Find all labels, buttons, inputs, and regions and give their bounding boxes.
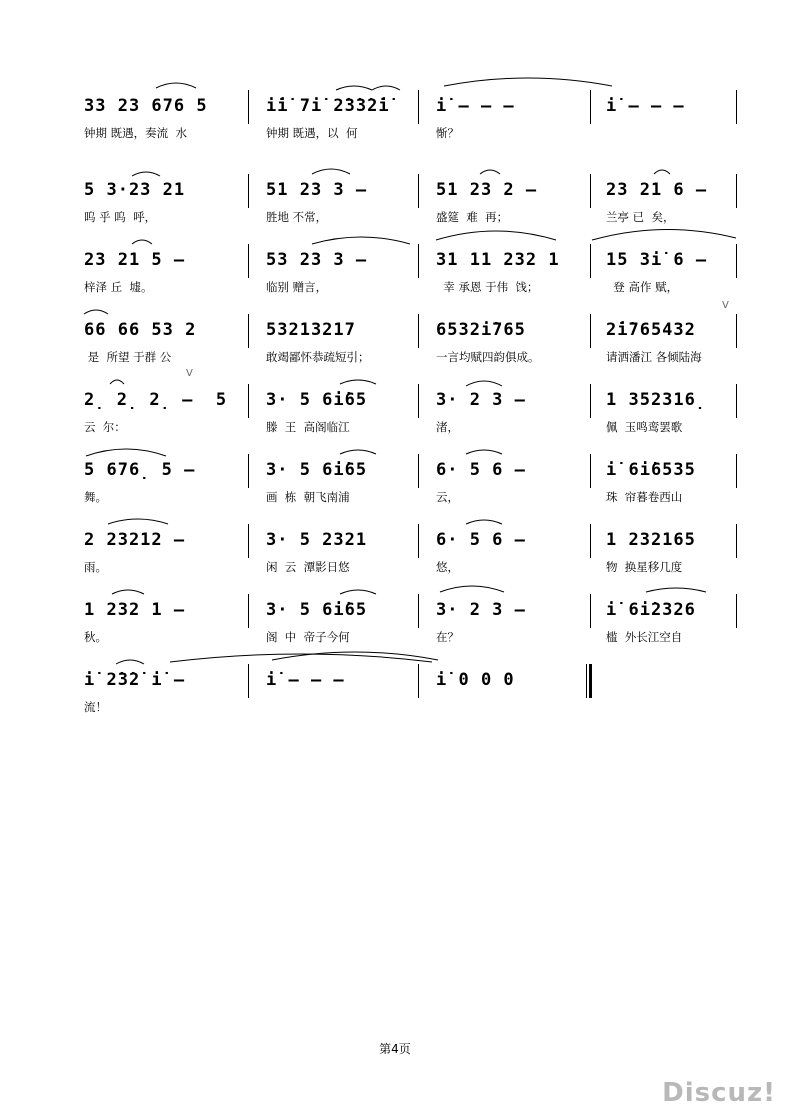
measure bbox=[436, 172, 596, 238]
measure bbox=[266, 88, 426, 154]
lyric-text: 槛 外长江空自 bbox=[606, 630, 683, 644]
lyric-text: 珠 帘暮卷西山 bbox=[606, 490, 683, 504]
note-group: 1 232165 bbox=[606, 530, 696, 550]
note-group: i̇ – – – bbox=[606, 96, 685, 116]
measure bbox=[436, 382, 596, 448]
lyric-text: 幸 承恩 于伟 饯； bbox=[436, 280, 539, 294]
note-group: 51 23 3 – bbox=[266, 180, 368, 200]
note-group: 6532i̇765 bbox=[436, 320, 526, 340]
lyric-text: 滕 王 高阁临江 bbox=[266, 420, 350, 434]
note-group: 66 66 53 2 bbox=[84, 320, 197, 340]
score-row bbox=[0, 242, 790, 312]
measure bbox=[84, 172, 244, 238]
note-group: i̇ – – – bbox=[436, 96, 515, 116]
bar-line bbox=[418, 174, 419, 208]
note-group: 2 23212 – bbox=[84, 530, 186, 550]
bar-line bbox=[418, 314, 419, 348]
breath-mark: V bbox=[186, 368, 193, 379]
bar-line bbox=[418, 384, 419, 418]
note-group: 1 352316̣ bbox=[606, 390, 707, 410]
lyric-text: 钟期 既遇，以 何 bbox=[266, 126, 358, 140]
lyric-text: 呜 乎 呜 呼， bbox=[84, 210, 157, 224]
measure bbox=[606, 452, 766, 518]
lyric-text: 登 高作 赋， bbox=[606, 280, 679, 294]
score-row bbox=[0, 382, 790, 452]
lyric-text: 阁 中 帝子今何 bbox=[266, 630, 350, 644]
note-group: 5 676̣ 5 – bbox=[84, 460, 196, 480]
note-group: 2̣ 2̣ 2̣ – 5 bbox=[84, 390, 228, 410]
note-group: 3· 5 6i̇65 bbox=[266, 460, 368, 480]
measure bbox=[606, 592, 766, 658]
lyric-text: 物 换星移几度 bbox=[606, 560, 683, 574]
measure bbox=[436, 312, 596, 378]
lyric-text: 舞。 bbox=[84, 490, 107, 504]
lyric-text: 盛筵 难 再； bbox=[436, 210, 509, 224]
page-number: 第4页 bbox=[379, 1042, 411, 1056]
note-group: 3· 2 3 – bbox=[436, 600, 526, 620]
note-group: 15 3i̇ 6 – bbox=[606, 250, 708, 270]
lyric-text: 惭？ bbox=[436, 126, 459, 140]
note-group: 3· 5 6i̇65 bbox=[266, 600, 368, 620]
bar-line bbox=[248, 664, 249, 698]
note-group: i̇ 6i̇6535 bbox=[606, 460, 696, 480]
lyric-text: 胜地 不常， bbox=[266, 210, 328, 224]
score-row bbox=[0, 312, 790, 382]
bar-line bbox=[736, 454, 737, 488]
bar-line bbox=[736, 174, 737, 208]
bar-line bbox=[248, 454, 249, 488]
note-group: 51 23 2 – bbox=[436, 180, 538, 200]
bar-line bbox=[248, 384, 249, 418]
measure bbox=[436, 662, 596, 728]
note-group: 6· 5 6 – bbox=[436, 530, 526, 550]
measure bbox=[606, 242, 766, 308]
measure bbox=[606, 312, 766, 378]
note-group: i̇ 2̇3̇2̇ i̇ – bbox=[84, 670, 186, 690]
bar-line bbox=[248, 594, 249, 628]
bar-line bbox=[736, 314, 737, 348]
measure bbox=[266, 662, 426, 728]
note-group: i̇ 6i̇2326 bbox=[606, 600, 696, 620]
measure bbox=[266, 382, 426, 448]
score-row bbox=[0, 88, 790, 158]
lyric-text: 临别 赠言， bbox=[266, 280, 328, 294]
bar-line bbox=[418, 594, 419, 628]
bar-line bbox=[736, 244, 737, 278]
lyric-text: 在？ bbox=[436, 630, 459, 644]
measure bbox=[84, 382, 244, 448]
lyric-text: 请洒潘江 各倾陆海 bbox=[606, 350, 702, 364]
lyric-text: 兰亭 已 矣， bbox=[606, 210, 675, 224]
note-group: 31 11 232 1 bbox=[436, 250, 560, 270]
measure bbox=[84, 312, 244, 378]
bar-line bbox=[590, 244, 591, 278]
note-group: 23 21 5 – bbox=[84, 250, 186, 270]
bar-line bbox=[418, 90, 419, 124]
lyric-text: 敢竭鄙怀恭疏短引； bbox=[266, 350, 370, 364]
bar-line bbox=[736, 90, 737, 124]
note-group: i̇ 0 0 0 bbox=[436, 670, 515, 690]
measure bbox=[84, 662, 244, 728]
bar-line bbox=[590, 314, 591, 348]
bar-line bbox=[736, 384, 737, 418]
lyric-text: 悠， bbox=[436, 560, 459, 574]
bar-line bbox=[248, 524, 249, 558]
measure bbox=[266, 312, 426, 378]
bar-line bbox=[590, 524, 591, 558]
note-group: 5 3·23 21 bbox=[84, 180, 186, 200]
lyric-text: 一言均赋四韵俱成。 bbox=[436, 350, 540, 364]
note-group: 2̇i̇765432 bbox=[606, 320, 696, 340]
bar-line bbox=[736, 524, 737, 558]
note-group: 3· 5 2321 bbox=[266, 530, 368, 550]
bar-line bbox=[248, 174, 249, 208]
measure bbox=[606, 172, 766, 238]
lyric-text: 流！ bbox=[84, 700, 107, 714]
note-group: i̇ – – – bbox=[266, 670, 345, 690]
note-group: 1 232 1 – bbox=[84, 600, 186, 620]
measure bbox=[84, 242, 244, 308]
measure bbox=[436, 522, 596, 588]
score-row bbox=[0, 522, 790, 592]
score-row bbox=[0, 662, 790, 732]
bar-line bbox=[248, 90, 249, 124]
bar-line bbox=[248, 244, 249, 278]
note-group: 3· 5 6i̇65 bbox=[266, 390, 368, 410]
measure bbox=[436, 592, 596, 658]
score-row bbox=[0, 172, 790, 242]
measure bbox=[84, 592, 244, 658]
measure bbox=[436, 88, 596, 154]
note-group: 33 23 676 5 bbox=[84, 96, 208, 116]
score-row bbox=[0, 452, 790, 522]
lyric-text: 梓泽 丘 墟。 bbox=[84, 280, 153, 294]
measure bbox=[436, 452, 596, 518]
measure bbox=[84, 88, 244, 154]
bar-line bbox=[418, 244, 419, 278]
lyric-text: 云， bbox=[436, 490, 459, 504]
slur-mark bbox=[444, 78, 612, 86]
lyric-text: 佩 玉鸣鸾罢歌 bbox=[606, 420, 683, 434]
note-group: 53213217 bbox=[266, 320, 356, 340]
bar-line bbox=[590, 174, 591, 208]
measure bbox=[266, 452, 426, 518]
lyric-text: 雨。 bbox=[84, 560, 107, 574]
measure bbox=[606, 382, 766, 448]
lyric-text: 钟期 既遇，奏流 水 bbox=[84, 126, 187, 140]
bar-line bbox=[590, 594, 591, 628]
lyric-text: 是 所望 于群 公 bbox=[84, 350, 172, 364]
measure bbox=[84, 522, 244, 588]
lyric-text: 画 栋 朝飞南浦 bbox=[266, 490, 350, 504]
note-group: i̇i̇ 7i̇ 2̇3̇3̇2̇i̇ bbox=[266, 96, 390, 116]
lyric-text: 云 尔： bbox=[84, 420, 126, 434]
bar-line bbox=[418, 454, 419, 488]
lyric-text: 秋。 bbox=[84, 630, 107, 644]
measure bbox=[266, 522, 426, 588]
bar-line bbox=[418, 664, 419, 698]
score-row bbox=[0, 592, 790, 662]
measure bbox=[266, 172, 426, 238]
bar-line bbox=[590, 454, 591, 488]
measure bbox=[606, 522, 766, 588]
measure bbox=[266, 592, 426, 658]
measure bbox=[436, 242, 596, 308]
bar-line bbox=[590, 384, 591, 418]
final-bar-line bbox=[586, 664, 592, 698]
measure bbox=[84, 452, 244, 518]
bar-line bbox=[736, 594, 737, 628]
measure bbox=[606, 88, 766, 154]
lyric-text: 渚， bbox=[436, 420, 459, 434]
bar-line bbox=[248, 314, 249, 348]
bar-line bbox=[418, 524, 419, 558]
note-group: 6· 5 6 – bbox=[436, 460, 526, 480]
bar-line bbox=[590, 90, 591, 124]
breath-mark: V bbox=[722, 300, 729, 311]
lyric-text: 闲 云 潭影日悠 bbox=[266, 560, 350, 574]
note-group: 53 23 3 – bbox=[266, 250, 368, 270]
note-group: 3· 2 3 – bbox=[436, 390, 526, 410]
forum-watermark-logo: Discuz! bbox=[662, 1078, 776, 1108]
measure bbox=[266, 242, 426, 308]
note-group: 23 21 6 – bbox=[606, 180, 708, 200]
